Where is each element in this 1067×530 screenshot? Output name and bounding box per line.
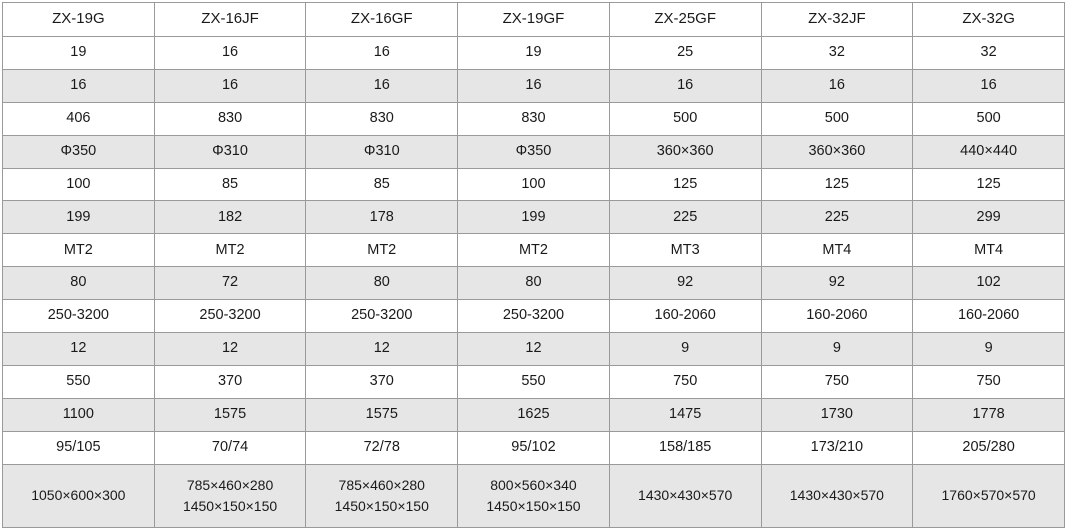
table-cell: 32: [761, 36, 913, 69]
table-cell: 1625: [458, 398, 610, 431]
table-cell-line: 1450×150×150: [182, 497, 278, 514]
table-row: [3, 300, 1065, 333]
table-cell: 1575: [154, 398, 306, 431]
table-cell: 360×360: [761, 135, 913, 168]
table-cell: 19: [458, 36, 610, 69]
table-cell: 92: [761, 267, 913, 300]
table-cell: 750: [913, 366, 1065, 399]
table-cell: 95/102: [458, 431, 610, 464]
table-cell: 1778: [913, 398, 1065, 431]
table-cell: MT2: [458, 234, 610, 267]
table-cell: 16: [154, 36, 306, 69]
table-cell: 1730: [761, 398, 913, 431]
table-cell: 225: [609, 201, 761, 234]
table-cell: 16: [761, 69, 913, 102]
table-cell: 250-3200: [458, 300, 610, 333]
table-cell: [458, 464, 610, 527]
table-cell: 158/185: [609, 431, 761, 464]
table-cell: 160-2060: [609, 300, 761, 333]
table-cell: 250-3200: [154, 300, 306, 333]
specification-table: [2, 2, 1065, 528]
table-cell: 72/78: [306, 431, 458, 464]
table-body: [3, 3, 1065, 528]
table-cell: 16: [306, 69, 458, 102]
table-cell: 250-3200: [306, 300, 458, 333]
table-row: [3, 135, 1065, 168]
table-cell: 9: [761, 333, 913, 366]
table-cell: 370: [306, 366, 458, 399]
table-cell: 550: [458, 366, 610, 399]
table-cell: 182: [154, 201, 306, 234]
table-cell: 102: [913, 267, 1065, 300]
table-cell: MT4: [913, 234, 1065, 267]
table-cell-line: 1760×570×570: [941, 487, 1036, 504]
table-cell: 178: [306, 201, 458, 234]
table-cell-line: 1430×430×570: [789, 487, 884, 504]
table-cell: 80: [306, 267, 458, 300]
table-cell: 16: [154, 69, 306, 102]
table-cell: 12: [458, 333, 610, 366]
table-row: [3, 333, 1065, 366]
table-cell: 1100: [3, 398, 155, 431]
table-cell: 19: [3, 36, 155, 69]
table-row: [3, 201, 1065, 234]
table-row: [3, 36, 1065, 69]
table-cell: 12: [3, 333, 155, 366]
table-cell: 32: [913, 36, 1065, 69]
table-cell: 299: [913, 201, 1065, 234]
table-cell-line: 785×460×280: [186, 476, 274, 493]
table-cell: 16: [609, 69, 761, 102]
table-cell: [913, 464, 1065, 527]
table-cell: 225: [761, 201, 913, 234]
table-cell: 16: [3, 69, 155, 102]
table-cell: 830: [154, 102, 306, 135]
column-header-cell: ZX-25GF: [609, 3, 761, 37]
table-cell: Φ310: [306, 135, 458, 168]
table-cell: 1575: [306, 398, 458, 431]
table-cell: 360×360: [609, 135, 761, 168]
table-cell: 85: [306, 168, 458, 201]
column-header-cell: ZX-16GF: [306, 3, 458, 37]
table-cell: 199: [458, 201, 610, 234]
column-header-cell: ZX-19G: [3, 3, 155, 37]
table-cell-line: 785×460×280: [338, 476, 425, 493]
table-header-row: [3, 3, 1065, 37]
table-cell: 125: [913, 168, 1065, 201]
table-cell: 125: [609, 168, 761, 201]
table-cell: MT4: [761, 234, 913, 267]
table-cell: 70/74: [154, 431, 306, 464]
table-cell-line: 1450×150×150: [486, 497, 581, 514]
table-row: [3, 234, 1065, 267]
table-cell: 9: [609, 333, 761, 366]
table-cell: MT2: [154, 234, 306, 267]
table-cell: Φ350: [3, 135, 155, 168]
table-cell: 173/210: [761, 431, 913, 464]
table-cell: 199: [3, 201, 155, 234]
table-cell: 1475: [609, 398, 761, 431]
table-cell: 160-2060: [761, 300, 913, 333]
table-cell: 750: [761, 366, 913, 399]
table-cell: 205/280: [913, 431, 1065, 464]
table-cell: [3, 464, 155, 527]
table-cell: 440×440: [913, 135, 1065, 168]
table-row: [3, 398, 1065, 431]
table-cell-line: 1450×150×150: [334, 497, 429, 514]
table-row: [3, 366, 1065, 399]
table-cell: 9: [913, 333, 1065, 366]
table-cell: 125: [761, 168, 913, 201]
table-cell: Φ350: [458, 135, 610, 168]
table-row: [3, 431, 1065, 464]
table-cell: 95/105: [3, 431, 155, 464]
column-header-cell: ZX-32JF: [761, 3, 913, 37]
table-cell: 92: [609, 267, 761, 300]
table-cell: 250-3200: [3, 300, 155, 333]
table-cell: 12: [306, 333, 458, 366]
table-cell-line: 1050×600×300: [31, 487, 126, 504]
column-header-cell: ZX-32G: [913, 3, 1065, 37]
table-cell: 550: [3, 366, 155, 399]
table-cell: MT3: [609, 234, 761, 267]
table-cell: 500: [761, 102, 913, 135]
table-cell-line: 1430×430×570: [638, 487, 733, 504]
table-cell: 500: [913, 102, 1065, 135]
table-cell: 370: [154, 366, 306, 399]
table-row: [3, 102, 1065, 135]
table-cell: [609, 464, 761, 527]
table-cell: 16: [306, 36, 458, 69]
table-row: [3, 267, 1065, 300]
table-cell: [306, 464, 458, 527]
table-cell: 830: [306, 102, 458, 135]
table-cell: MT2: [3, 234, 155, 267]
table-row: [3, 464, 1065, 527]
table-row: [3, 168, 1065, 201]
table-cell: 750: [609, 366, 761, 399]
table-cell: 85: [154, 168, 306, 201]
table-cell: 500: [609, 102, 761, 135]
table-cell: [761, 464, 913, 527]
table-cell: 830: [458, 102, 610, 135]
table-cell: 80: [458, 267, 610, 300]
table-cell: 25: [609, 36, 761, 69]
column-header-cell: ZX-19GF: [458, 3, 610, 37]
table-cell: 100: [458, 168, 610, 201]
table-cell: Φ310: [154, 135, 306, 168]
table-row: [3, 69, 1065, 102]
table-cell: 80: [3, 267, 155, 300]
table-cell: 100: [3, 168, 155, 201]
table-cell: 72: [154, 267, 306, 300]
table-cell: 16: [458, 69, 610, 102]
table-cell-line: 800×560×340: [490, 476, 577, 493]
table-cell: 12: [154, 333, 306, 366]
table-cell: 16: [913, 69, 1065, 102]
table-cell: [154, 464, 306, 527]
table-cell: MT2: [306, 234, 458, 267]
column-header-cell: ZX-16JF: [154, 3, 306, 37]
table-cell: 160-2060: [913, 300, 1065, 333]
table-cell: 406: [3, 102, 155, 135]
